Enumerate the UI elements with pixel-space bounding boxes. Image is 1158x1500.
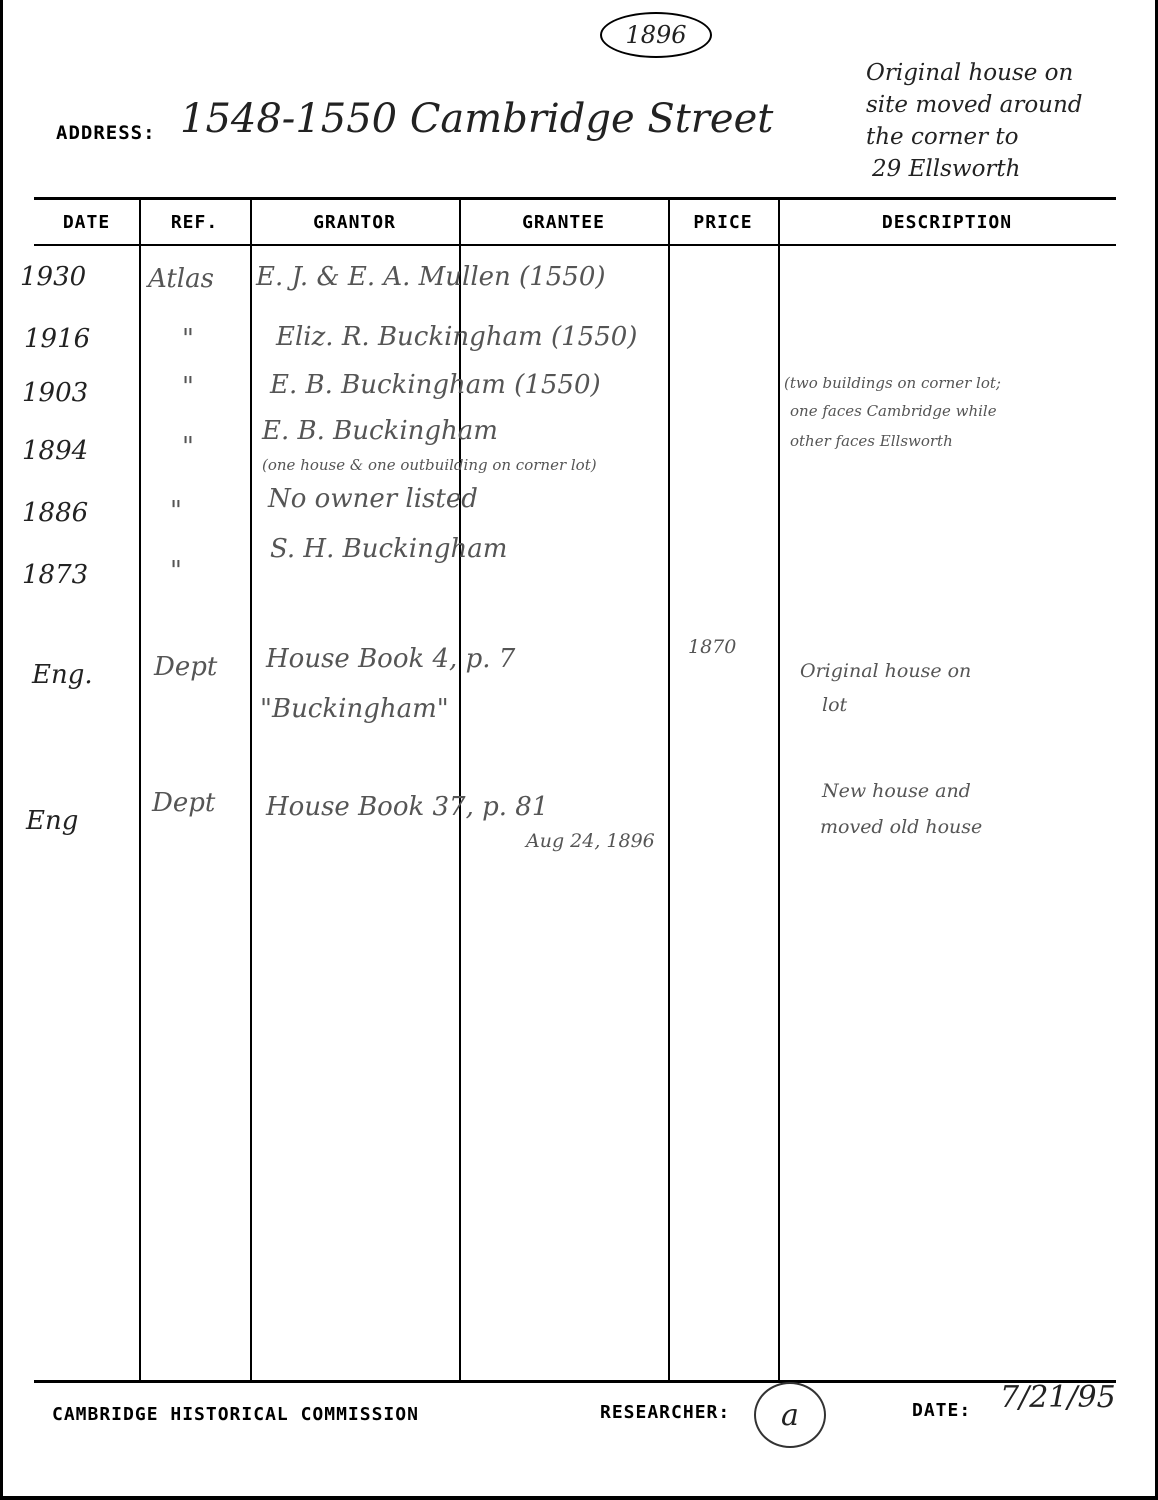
- address-value: 1548-1550 Cambridge Street: [180, 96, 774, 142]
- row-description-line: other faces Ellsworth: [790, 432, 953, 450]
- row-grantor: House Book 37, p. 81: [266, 792, 549, 822]
- row-ref: ": [170, 556, 182, 586]
- row-grantor: E. B. Buckingham (1550): [270, 370, 601, 400]
- row-date: 1886: [22, 498, 89, 528]
- row-ref: ": [182, 324, 194, 354]
- table-bottom-rule: [34, 1380, 1116, 1383]
- row-description-line: lot: [822, 694, 848, 716]
- row-ref: ": [182, 432, 194, 462]
- row-date: 1894: [22, 436, 89, 466]
- column-header-grantor: GRANTOR: [313, 212, 396, 233]
- row-ref: ": [182, 372, 194, 402]
- row-grantor: E. B. Buckingham: [262, 416, 498, 446]
- row-date: 1930: [20, 262, 87, 292]
- column-divider: [139, 200, 141, 1380]
- row-date: Eng.: [32, 660, 93, 690]
- row-grantor-note: Aug 24, 1896: [526, 830, 655, 852]
- note-line: Original house on: [866, 60, 1074, 86]
- row-grantor: No owner listed: [268, 484, 478, 514]
- row-ref: ": [170, 496, 182, 526]
- note-line: site moved around: [866, 92, 1083, 118]
- column-divider: [668, 200, 670, 1380]
- row-grantor: Eliz. R. Buckingham (1550): [276, 322, 638, 352]
- row-date: 1903: [22, 378, 89, 408]
- researcher-initial: a: [754, 1382, 826, 1448]
- row-ref: Atlas: [148, 264, 214, 294]
- researcher-label: RESEARCHER:: [600, 1402, 731, 1423]
- column-header-grantee: GRANTEE: [522, 212, 605, 233]
- row-grantor-note: "Buckingham": [260, 694, 449, 724]
- note-line: 29 Ellsworth: [872, 156, 1021, 182]
- date-value: 7/21/95: [1000, 1380, 1116, 1415]
- row-grantor: E. J. & E. A. Mullen (1550): [256, 262, 606, 292]
- table-top-rule: [34, 197, 1116, 200]
- column-header-description: DESCRIPTION: [881, 212, 1013, 233]
- row-ref: Dept: [154, 652, 218, 682]
- header-bottom-rule: [34, 244, 1116, 246]
- row-date: Eng: [26, 806, 79, 836]
- row-grantor-note: (one house & one outbuilding on corner lot): [262, 456, 597, 474]
- note-line: the corner to: [866, 124, 1019, 150]
- row-ref: Dept: [152, 788, 216, 818]
- address-label: ADDRESS:: [56, 122, 156, 144]
- commission-name: CAMBRIDGE HISTORICAL COMMISSION: [52, 1404, 419, 1425]
- row-description-line: moved old house: [820, 816, 983, 838]
- column-divider: [250, 200, 252, 1380]
- row-price: 1870: [688, 636, 737, 658]
- column-header-price: PRICE: [693, 212, 753, 233]
- column-header-date: DATE: [62, 212, 111, 233]
- row-description-line: Original house on: [800, 660, 972, 682]
- row-description-line: one faces Cambridge while: [790, 402, 997, 420]
- column-header-ref: REF.: [170, 212, 219, 233]
- row-description-line: New house and: [822, 780, 971, 802]
- date-label: DATE:: [912, 1400, 972, 1421]
- row-grantor: House Book 4, p. 7: [266, 644, 516, 674]
- row-grantor: S. H. Buckingham: [270, 534, 508, 564]
- column-divider: [778, 200, 780, 1380]
- row-description-line: (two buildings on corner lot;: [784, 374, 1001, 392]
- row-date: 1873: [22, 560, 89, 590]
- year-badge: 1896: [600, 12, 712, 58]
- row-date: 1916: [24, 324, 91, 354]
